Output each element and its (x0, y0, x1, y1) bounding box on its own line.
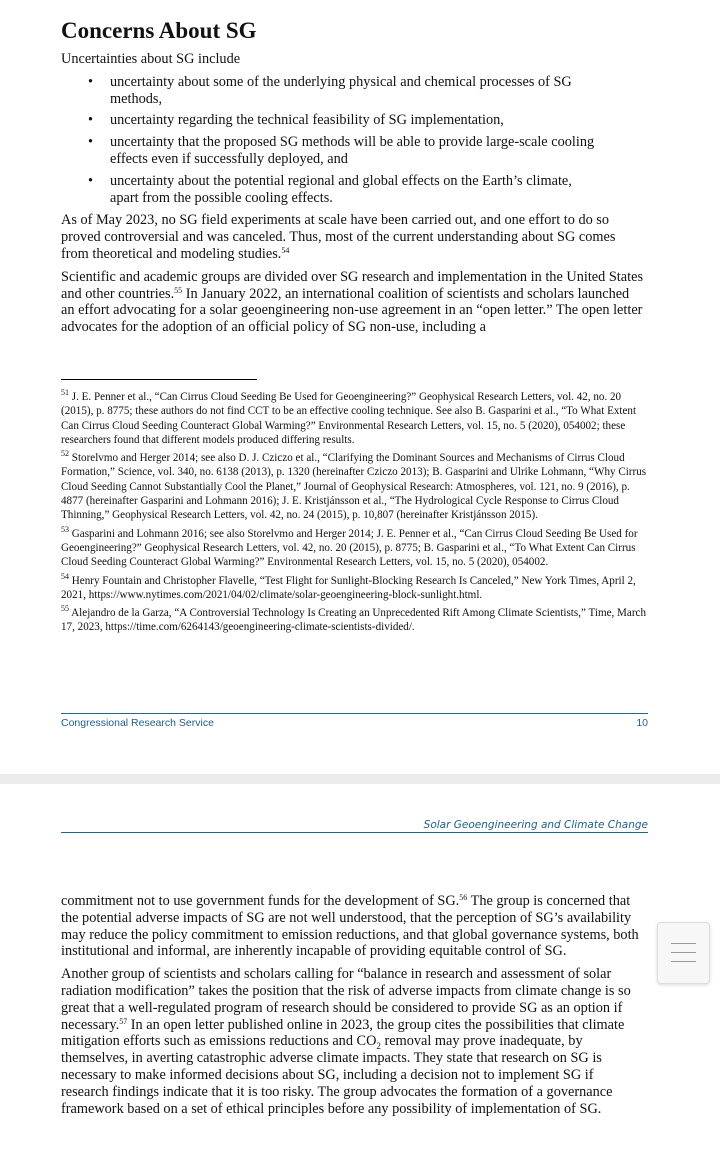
paragraph-text: The group is concerned that the potential adverse impacts of SG are not well understood, that the perception of SG’s availability may reduce the policy commitment to emission reductions, and that global governance systems, both institutional and informal, are inherently incapable of providing equitable control of SG. (61, 893, 639, 960)
list-item: • uncertainty about some of the underlying physical and chemical processes of SG methods, (110, 74, 600, 108)
footnote-text: Alejandro de la Garza, “A Controversial Technology Is Creating an Unprecedented Rift Among Climate Scientists,” Time, March 17, 2023, https://time.com/6264143/geoengineering-climate-scientists-divided/. (61, 607, 647, 634)
footnote (61, 451, 651, 522)
paragraph-text: removal may prove inadequate, by themselves, in averting catastrophic adverse climate impacts. They state that research on SG is necessary to make informed decisions about SG, including a decision not to implement SG if research findings indicate that it is too risky. The group advocates the formation of a governance framework based on a set of ethical principles before any possibility of implementation of SG. (61, 1033, 613, 1117)
page-body (61, 893, 643, 1123)
intro-text: Uncertainties about SG include (61, 51, 241, 67)
paragraph-text: Another group of scientists and scholars calling for “balance in research and assessment of solar radiation modification” takes the position that the risk of adverse impacts from climate change is so great that a well-regulated program of research should be considered to provide SG as an option if necessary. (61, 966, 631, 1033)
paragraph (61, 269, 643, 336)
footnote-number: 54 (61, 571, 69, 581)
footnote (61, 390, 651, 447)
paragraph (61, 966, 643, 1117)
handle-line-icon (671, 943, 696, 944)
footnote (61, 524, 651, 570)
scroll-handle[interactable] (657, 922, 710, 984)
page-body (61, 17, 643, 342)
paragraph-text: In January 2022, an international coalition of scientists and scholars launched an effort advocating for a solar geoengineering non-use agreement in an “open letter.” The open letter advocates for the adoption of an official policy of SG non-use, including a (61, 285, 643, 336)
footnote-ref[interactable]: 55 (174, 285, 183, 295)
footnote-ref[interactable]: 57 (119, 1016, 128, 1026)
footnote-divider (61, 379, 257, 380)
page-separator (0, 774, 720, 784)
running-header: Solar Geoengineering and Climate Change (61, 819, 648, 833)
page-number: 10 (636, 717, 648, 729)
handle-line-icon (671, 961, 696, 962)
footnote-number: 51 (61, 388, 69, 397)
footnote-number: 55 (61, 604, 69, 614)
footnote-number: 52 (61, 449, 69, 459)
footnote-number: 53 (61, 524, 69, 534)
footnote-text: Storelvmo and Herger 2014; see also D. J. Cziczo et al., “Clarifying the Dominant Sources and Mechanisms of Cirrus Cloud Formation,” Science, vol. 340, no. 6138 (2013), p. 1320 (hereinafter Cziczo 2013); B. Gasparini and Ulrike Lohmann, “Why Cirrus Cloud Seeding Cannot Substantially Cool the Planet,” Journal of Geophysical Research: Atmospheres, vol. 121, no. 9 (2016), p. 4877 (hereinafter Gasparini and Lohmann 2016); J. E. Kristjánsson et al., “The Hydrological Cycle Response to Cirrus Cloud Thinning,” Geophysical Research Letters, vol. 42, no. 24 (2015), p. 10,807 (hereinafter Kristjánsson 2015). (61, 452, 647, 522)
footnote (61, 571, 651, 603)
list-item: • uncertainty that the proposed SG methods will be able to provide large-scale cooling effects even if successfully deployed, and (110, 134, 600, 168)
footnote-ref[interactable]: 56 (459, 893, 468, 902)
paragraph (61, 893, 643, 960)
footnote-text: Henry Fountain and Christopher Flavelle, “Test Flight for Sunlight-Blocking Research Is Canceled,” New York Times, April 2, 2021, https://www.nytimes.com/2021/04/02/climate/solar-geoengineering-block-sunlight.html. (61, 574, 636, 601)
list-item: • uncertainty regarding the technical feasibility of SG implementation, (110, 112, 600, 129)
document-page-11 (0, 784, 720, 1176)
subscript: 2 (376, 1041, 381, 1052)
paragraph-text: In an open letter published online in 2023, the group cites the possibilities that climate mitigation efforts such as emissions reductions and CO (61, 1016, 625, 1050)
paragraph-text: As of May 2023, no SG field experiments at scale have been carried out, and one effort to do so proved controversial and was canceled. Thus, most of the current understanding about SG comes from theoretical and modeling studies. (61, 212, 616, 262)
footnote-text: J. E. Penner et al., “Can Cirrus Cloud Seeding Be Used for Geoengineering?” Geophysical Research Letters, vol. 42, no. 20 (2015), p. 8775; these authors do not find CCT to be an effective cooling technique. See also B. Gasparini et al., “To What Extent Can Cirrus Cloud Seeding Counteract Global Warming?” Environmental Research Letters, vol. 15, no. 5 (2020), 054002; these researchers found that different models produced differing results. (61, 391, 637, 446)
page-footer (61, 713, 648, 729)
footnote-text: Gasparini and Lohmann 2016; see also Storelvmo and Herger 2014; J. E. Penner et al., “Can Cirrus Cloud Seeding Be Used for Geoengineering?” Geophysical Research Letters, vol. 42, no. 20 (2015), p. 8775; B. Gasparini et al., “To What Extent Can Cirrus Cloud Seeding Counteract Global Warming?” Environmental Research Letters, vol. 15, no. 5 (2020), 054002. (61, 527, 638, 569)
list-item: • uncertainty about the potential regional and global effects on the Earth’s climate, apart from the possible cooling effects. (110, 173, 600, 207)
paragraph-text: commitment not to use government funds for the development of SG. (61, 893, 460, 909)
paragraph (61, 212, 643, 262)
handle-line-icon (671, 952, 696, 953)
footnote (61, 606, 651, 635)
footnote-ref[interactable]: 54 (281, 245, 290, 255)
footnotes (61, 390, 651, 639)
paragraph-text: Scientific and academic groups are divided over SG research and implementation in the United States and other countries. (61, 268, 644, 302)
section-heading: Concerns About SG (61, 18, 257, 43)
uncertainty-list (61, 74, 643, 207)
footer-publisher: Congressional Research Service (61, 717, 214, 729)
